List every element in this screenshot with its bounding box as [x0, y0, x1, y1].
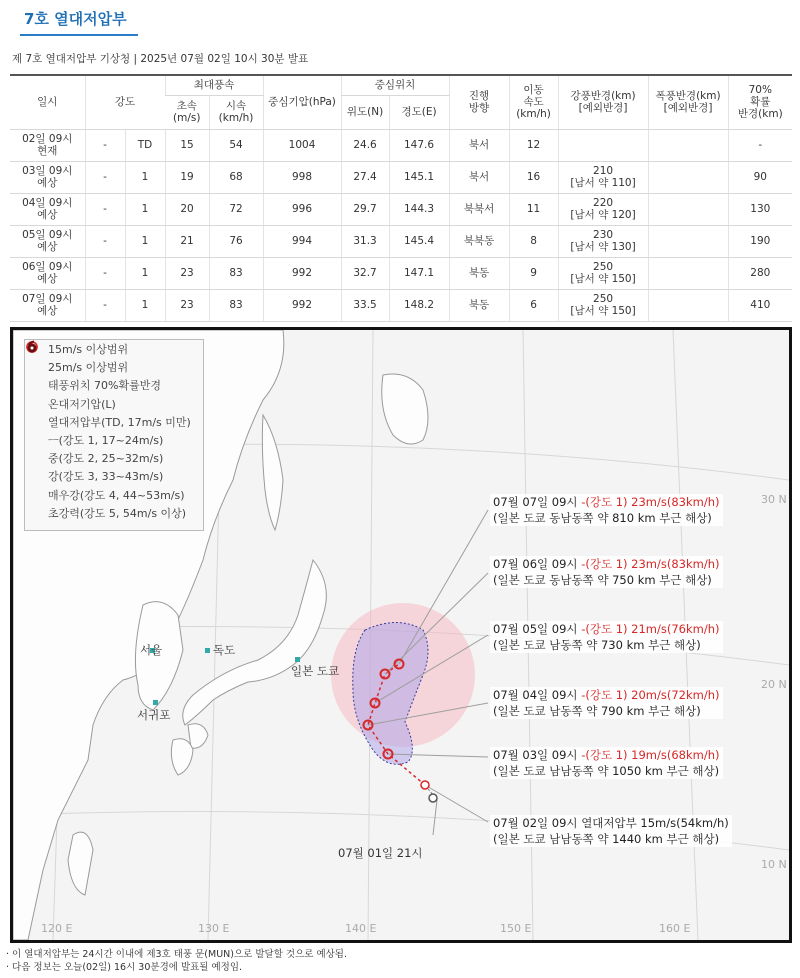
callout-intensity: -(강도 1) 19m/s(68km/h): [581, 748, 720, 762]
forecast-callout: [490, 747, 723, 779]
legend-item: [25, 413, 203, 431]
legend-item: [25, 376, 203, 394]
lon-label-130: 130 E: [198, 922, 230, 935]
cell-wind-ms: 21: [165, 225, 209, 257]
footnote: · 이 열대저압부는 24시간 이내에 제3호 태풍 문(MUN)으로 발달할 것으로 예상됨.: [6, 949, 347, 960]
callout-date: 07월 04일 09시: [493, 688, 578, 702]
footnote: · 다음 정보는 오늘(02일) 16시 30분경에 발표될 예정임.: [6, 962, 243, 973]
forecast-callout: [490, 815, 732, 847]
legend-label: 15m/s 이상범위: [48, 343, 129, 357]
callout-date: 07월 07일 09시: [493, 495, 578, 509]
cell-direction: 북동: [449, 289, 509, 321]
cell-time: 07일 09시 예상: [10, 289, 85, 321]
past-position-label: 07월 01일 21시: [338, 846, 423, 860]
legend-item: [25, 504, 203, 522]
legend-item: [25, 486, 203, 504]
cell-direction: 북북동: [449, 225, 509, 257]
legend-label: 초강력(강도 5, 54m/s 이상): [48, 506, 187, 520]
header-max-wind: 최대풍속: [165, 75, 263, 95]
circle-blue-icon: [31, 360, 45, 374]
callout-location: (일본 도쿄 동남동쪽 약 750 km 부근 해상): [493, 573, 712, 587]
cell-size: -: [85, 225, 125, 257]
cell-prob-radius: -: [728, 129, 792, 161]
cell-storm-radius: [648, 161, 728, 193]
cell-storm-radius: [648, 193, 728, 225]
cell-lat: 29.7: [341, 193, 389, 225]
cell-prob-radius: 90: [728, 161, 792, 193]
map-legend: [24, 339, 204, 531]
cell-speed: 16: [509, 161, 558, 193]
header-center: 중심위치: [341, 75, 449, 95]
cell-time: 06일 09시 예상: [10, 257, 85, 289]
legend-label: 열대저압부(TD, 17m/s 미만): [48, 415, 191, 429]
place-seogwipo: 서귀포: [137, 708, 171, 722]
cell-wind-kmh: 72: [209, 193, 263, 225]
cell-size: -: [85, 257, 125, 289]
typhoon-1-icon: [31, 433, 45, 447]
cell-storm-radius: [648, 289, 728, 321]
cell-speed: 11: [509, 193, 558, 225]
cell-intensity: 1: [125, 193, 165, 225]
cell-size: -: [85, 289, 125, 321]
cell-gale-radius: 210 [남서 약 110]: [558, 161, 648, 193]
callout-location: (일본 도쿄 남동쪽 약 730 km 부근 해상): [493, 638, 701, 652]
page-title-tab[interactable]: [10, 0, 130, 36]
cell-wind-kmh: 54: [209, 129, 263, 161]
legend-item: [25, 449, 203, 467]
table-row: [10, 161, 792, 193]
title-underline: [20, 34, 138, 36]
legend-label: 강(강도 3, 33~43m/s): [48, 470, 164, 484]
cell-lat: 24.6: [341, 129, 389, 161]
forecast-table: [10, 74, 792, 322]
forecast-callout: [490, 687, 723, 719]
callout-location: (일본 도쿄 남남동쪽 약 1050 km 부근 해상): [493, 764, 720, 778]
cell-prob-radius: 410: [728, 289, 792, 321]
forecast-callout: [490, 556, 723, 588]
cell-direction: 북서: [449, 161, 509, 193]
place-tokyo: 일본 도쿄: [291, 664, 340, 678]
callout-intensity: -(강도 1) 23m/s(83km/h): [581, 557, 720, 571]
forecast-callout: [490, 621, 723, 653]
place-dokdo: 독도: [213, 643, 236, 657]
cell-gale-radius: 250 [남서 약 150]: [558, 257, 648, 289]
cell-lon: 148.2: [389, 289, 449, 321]
cell-wind-ms: 19: [165, 161, 209, 193]
extratropical-icon: [31, 397, 45, 411]
page-title: 7호 열대저압부: [24, 10, 127, 28]
typhoon-4-icon: [31, 488, 45, 502]
legend-item: [25, 467, 203, 485]
table-row: [10, 257, 792, 289]
cell-lon: 145.1: [389, 161, 449, 193]
cell-direction: 북서: [449, 129, 509, 161]
cell-wind-kmh: 83: [209, 289, 263, 321]
header-speed: 이동 속도 (km/h): [509, 75, 558, 129]
callout-intensity: -(강도 1) 21m/s(76km/h): [581, 622, 720, 636]
header-intensity: 강도: [85, 75, 165, 129]
cell-gale-radius: 230 [남서 약 130]: [558, 225, 648, 257]
cell-speed: 6: [509, 289, 558, 321]
callout-location: (일본 도쿄 남남동쪽 약 1440 km 부근 해상): [493, 832, 720, 846]
header-pressure: 중심기압(hPa): [263, 75, 341, 129]
cell-direction: 북북서: [449, 193, 509, 225]
cell-storm-radius: [648, 257, 728, 289]
cell-storm-radius: [648, 129, 728, 161]
cell-pressure: 992: [263, 289, 341, 321]
typhoon-track-map[interactable]: [10, 327, 792, 943]
callout-date: 07월 02일 09시 열대저압부 15m/s(54km/h): [493, 816, 729, 830]
lon-label-140: 140 E: [345, 922, 377, 935]
cell-prob-radius: 280: [728, 257, 792, 289]
cell-time: 02일 09시 현재: [10, 129, 85, 161]
cell-time: 03일 09시 예상: [10, 161, 85, 193]
cell-intensity: 1: [125, 161, 165, 193]
footnotes: [6, 948, 347, 974]
typhoon-5-icon: [31, 506, 45, 520]
cell-size: -: [85, 193, 125, 225]
cell-wind-kmh: 68: [209, 161, 263, 193]
cell-intensity: 1: [125, 257, 165, 289]
header-direction: 진행 방향: [449, 75, 509, 129]
cell-storm-radius: [648, 225, 728, 257]
table-row: [10, 193, 792, 225]
cell-intensity: 1: [125, 289, 165, 321]
lat-label-30: 30 N: [761, 493, 787, 506]
cell-pressure: 1004: [263, 129, 341, 161]
lon-label-160: 160 E: [659, 922, 691, 935]
cell-speed: 12: [509, 129, 558, 161]
header-prob-radius: 70% 확률 반경(km): [728, 75, 792, 129]
cell-direction: 북동: [449, 257, 509, 289]
header-lon: 경도(E): [389, 95, 449, 129]
lat-label-20: 20 N: [761, 678, 787, 691]
cell-pressure: 996: [263, 193, 341, 225]
bulletin-info: 제 7호 열대저압부 기상청 | 2025년 07월 02일 10시 30분 발표: [12, 53, 309, 65]
place-seoul: 서울: [140, 643, 163, 657]
legend-item: [25, 431, 203, 449]
cell-lat: 32.7: [341, 257, 389, 289]
callout-date: 07월 05일 09시: [493, 622, 578, 636]
cell-wind-ms: 15: [165, 129, 209, 161]
lon-label-120: 120 E: [41, 922, 73, 935]
legend-label: 25m/s 이상범위: [48, 361, 129, 375]
cell-lon: 144.3: [389, 193, 449, 225]
cell-size: -: [85, 161, 125, 193]
cell-lon: 145.4: [389, 225, 449, 257]
cell-wind-ms: 20: [165, 193, 209, 225]
header-gale-radius: 강풍반경(km) [예외반경]: [558, 75, 648, 129]
cell-wind-kmh: 76: [209, 225, 263, 257]
table-row: [10, 129, 792, 161]
cell-time: 05일 09시 예상: [10, 225, 85, 257]
header-wind-kmh: 시속 (km/h): [209, 95, 263, 129]
table-row: [10, 289, 792, 321]
legend-label: 매우강(강도 4, 44~53m/s): [48, 488, 185, 502]
cell-intensity: TD: [125, 129, 165, 161]
td-icon: [31, 415, 45, 429]
header-lat: 위도(N): [341, 95, 389, 129]
legend-label: ㅡ(강도 1, 17~24m/s): [48, 434, 164, 448]
cell-speed: 9: [509, 257, 558, 289]
header-storm-radius: 폭풍반경(km) [예외반경]: [648, 75, 728, 129]
cell-pressure: 994: [263, 225, 341, 257]
cell-prob-radius: 190: [728, 225, 792, 257]
legend-item: [25, 340, 203, 358]
legend-item: [25, 358, 203, 376]
callout-intensity: -(강도 1) 20m/s(72km/h): [581, 688, 720, 702]
table-row: [10, 225, 792, 257]
circle-pink-icon: [31, 378, 45, 392]
legend-label: 온대저기압(L): [48, 397, 116, 411]
cell-gale-radius: 220 [남서 약 120]: [558, 193, 648, 225]
cell-speed: 8: [509, 225, 558, 257]
lat-label-10: 10 N: [761, 858, 787, 871]
cell-wind-ms: 23: [165, 257, 209, 289]
legend-label: 태풍위치 70%확률반경: [48, 379, 161, 393]
forecast-callout: [490, 494, 723, 526]
cell-lat: 27.4: [341, 161, 389, 193]
cell-lon: 147.6: [389, 129, 449, 161]
cell-gale-radius: [558, 129, 648, 161]
callout-location: (일본 도쿄 동남동쪽 약 810 km 부근 해상): [493, 511, 712, 525]
header-wind-ms: 초속 (m/s): [165, 95, 209, 129]
cell-wind-kmh: 83: [209, 257, 263, 289]
cell-wind-ms: 23: [165, 289, 209, 321]
cell-lat: 33.5: [341, 289, 389, 321]
callout-location: (일본 도쿄 남동쪽 약 790 km 부근 해상): [493, 704, 701, 718]
cell-lon: 147.1: [389, 257, 449, 289]
cell-pressure: 998: [263, 161, 341, 193]
callout-intensity: -(강도 1) 23m/s(83km/h): [581, 495, 720, 509]
cell-lat: 31.3: [341, 225, 389, 257]
lon-label-150: 150 E: [500, 922, 532, 935]
legend-item: [25, 395, 203, 413]
cell-pressure: 992: [263, 257, 341, 289]
cell-prob-radius: 130: [728, 193, 792, 225]
cell-intensity: 1: [125, 225, 165, 257]
cell-time: 04일 09시 예상: [10, 193, 85, 225]
typhoon-3-icon: [31, 469, 45, 483]
cell-size: -: [85, 129, 125, 161]
typhoon-2-icon: [31, 451, 45, 465]
cell-gale-radius: 250 [남서 약 150]: [558, 289, 648, 321]
callout-date: 07월 03일 09시: [493, 748, 578, 762]
legend-label: 중(강도 2, 25~32m/s): [48, 452, 164, 466]
header-time: 일시: [10, 75, 85, 129]
callout-date: 07월 06일 09시: [493, 557, 578, 571]
